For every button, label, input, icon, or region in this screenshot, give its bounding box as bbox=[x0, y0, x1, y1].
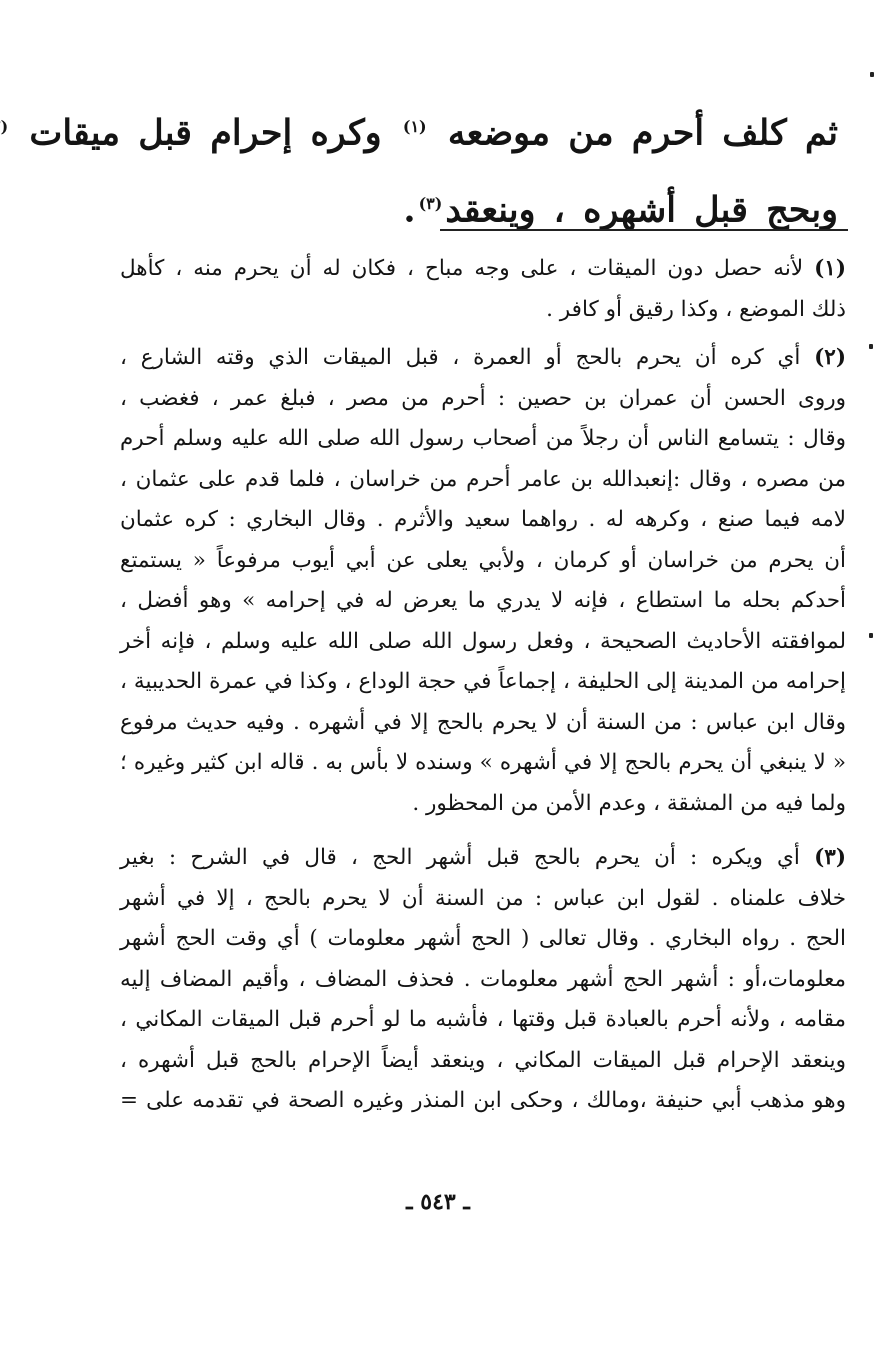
footnote-line: لموافقته الأحاديث الصحيحة ، وفعل رسول الله صلى الله عليه وسلم ، فإنه أخر bbox=[120, 628, 846, 654]
footnote-line: أحدكم بحله ما استطاع ، فإنه لا يدري ما يعرض له في إحرامه » وهو أفضل ، bbox=[120, 588, 846, 613]
footnote-line: وقال : يتسامع الناس أن رجلاً من أصحاب رسول الله صلى الله عليه وسلم أحرم bbox=[120, 426, 846, 451]
footnote-number: (٢) bbox=[814, 345, 846, 370]
footnote-line: وروى الحسن أن عمران بن حصين : أحرم من مصر ، فبلغ عمر ، فغضب ، bbox=[120, 385, 846, 411]
scan-speck bbox=[869, 633, 873, 638]
main-text-segment: . bbox=[403, 189, 416, 231]
scan-speck bbox=[870, 72, 874, 77]
footnotes bbox=[120, 249, 846, 1122]
footnote-text: لأنه حصل دون الميقات ، على وجه مباح ، فكان له أن يحرم منه ، كأهل bbox=[120, 256, 804, 281]
footnote-line: وينعقد الإحرام قبل الميقات المكاني ، وينعقد أيضاً الإحرام بالحج قبل أشهره ، bbox=[120, 1047, 846, 1073]
scan-speck bbox=[869, 344, 873, 349]
footnote-text: أي كره أن يحرم بالحج أو العمرة ، قبل الميقات الذي وقته الشارع ، bbox=[120, 345, 801, 370]
footnote-divider bbox=[440, 229, 848, 231]
footnote-2 bbox=[120, 338, 846, 824]
main-text-segment: ثم كلف أحرم من موضعه bbox=[447, 112, 838, 154]
footnote-line: ذلك الموضع ، وكذا رقيق أو كافر . bbox=[546, 296, 846, 322]
main-text-segment: وبحج قبل أشهره ، وينعقد bbox=[445, 189, 838, 231]
footnote-line: ولما فيه من المشقة ، وعدم الأمن من المحظور . bbox=[412, 790, 846, 816]
footnote-line: معلومات،أو : أشهر الحج أشهر معلومات . فحذف المضاف ، وأقيم المضاف إليه bbox=[120, 966, 846, 992]
footnote-line: « لا ينبغي أن يحرم بالحج إلا في أشهره » وسنده لا بأس به . قاله ابن كثير وغيره ؛ bbox=[120, 750, 846, 775]
footnote-3 bbox=[120, 838, 846, 1122]
footnote-line: وهو مذهب أبي حنيفة ،ومالك ، وحكى ابن المنذر وغيره الصحة في تقدمه على = bbox=[120, 1088, 846, 1113]
main-text bbox=[0, 92, 838, 245]
footnote-number: (١) bbox=[814, 256, 846, 281]
footnote-line: إحرامه من المدينة إلى الحليفة ، إجماعاً في حجة الوداع ، وكذا في عمرة الحديبية ، bbox=[120, 669, 846, 694]
footnote-line: لامه فيما صنع ، وكرهه له . رواهما سعيد والأثرم . وقال البخاري : كره عثمان bbox=[120, 507, 846, 532]
footnote-line: من مصره ، وقال :إنعبدالله بن عامر أحرم من خراسان ، فلما قدم على عثمان ، bbox=[120, 466, 846, 492]
footnote-text: أي ويكره : أن يحرم بالحج قبل أشهر الحج ، قال في الشرح : بغير bbox=[120, 845, 800, 870]
main-text-segment: وكره إحرام قبل ميقات bbox=[29, 112, 382, 154]
footnote-line: مقامه ، ولأنه أحرم بالعبادة قبل وقتها ، فأشبه ما لو أحرم قبل الميقات المكاني ، bbox=[120, 1007, 846, 1032]
footnote-line: الحج . رواه البخاري . وقال تعالى ( الحج أشهر معلومات ) أي وقت الحج أشهر bbox=[120, 926, 846, 951]
footnote-line: خلاف علمناه . لقول ابن عباس : من السنة أن لا يحرم بالحج ، إلا في أشهر bbox=[120, 885, 846, 911]
main-line-1 bbox=[0, 92, 838, 169]
footnote-line bbox=[120, 838, 846, 879]
footnote-ref-1: (١) bbox=[402, 117, 427, 136]
footnote-line bbox=[120, 249, 846, 290]
footnote-line: وقال ابن عباس : من السنة أن لا يحرم بالحج إلا في أشهره . وفيه حديث مرفوع bbox=[120, 709, 846, 735]
footnote-1 bbox=[120, 249, 846, 330]
footnote-number: (٣) bbox=[814, 845, 846, 870]
footnote-line: أن يحرم من خراسان أو كرمان ، ولأبي يعلى عن أبي أيوب مرفوعاً « يستمتع bbox=[120, 547, 846, 573]
footnote-ref-2: ( bbox=[0, 117, 9, 136]
main-line-2 bbox=[78, 169, 838, 246]
footnote-ref-3: (٣) bbox=[418, 193, 443, 213]
footnote-line bbox=[120, 338, 846, 379]
page-number: ـ ٥٤٣ ـ bbox=[406, 1189, 470, 1215]
